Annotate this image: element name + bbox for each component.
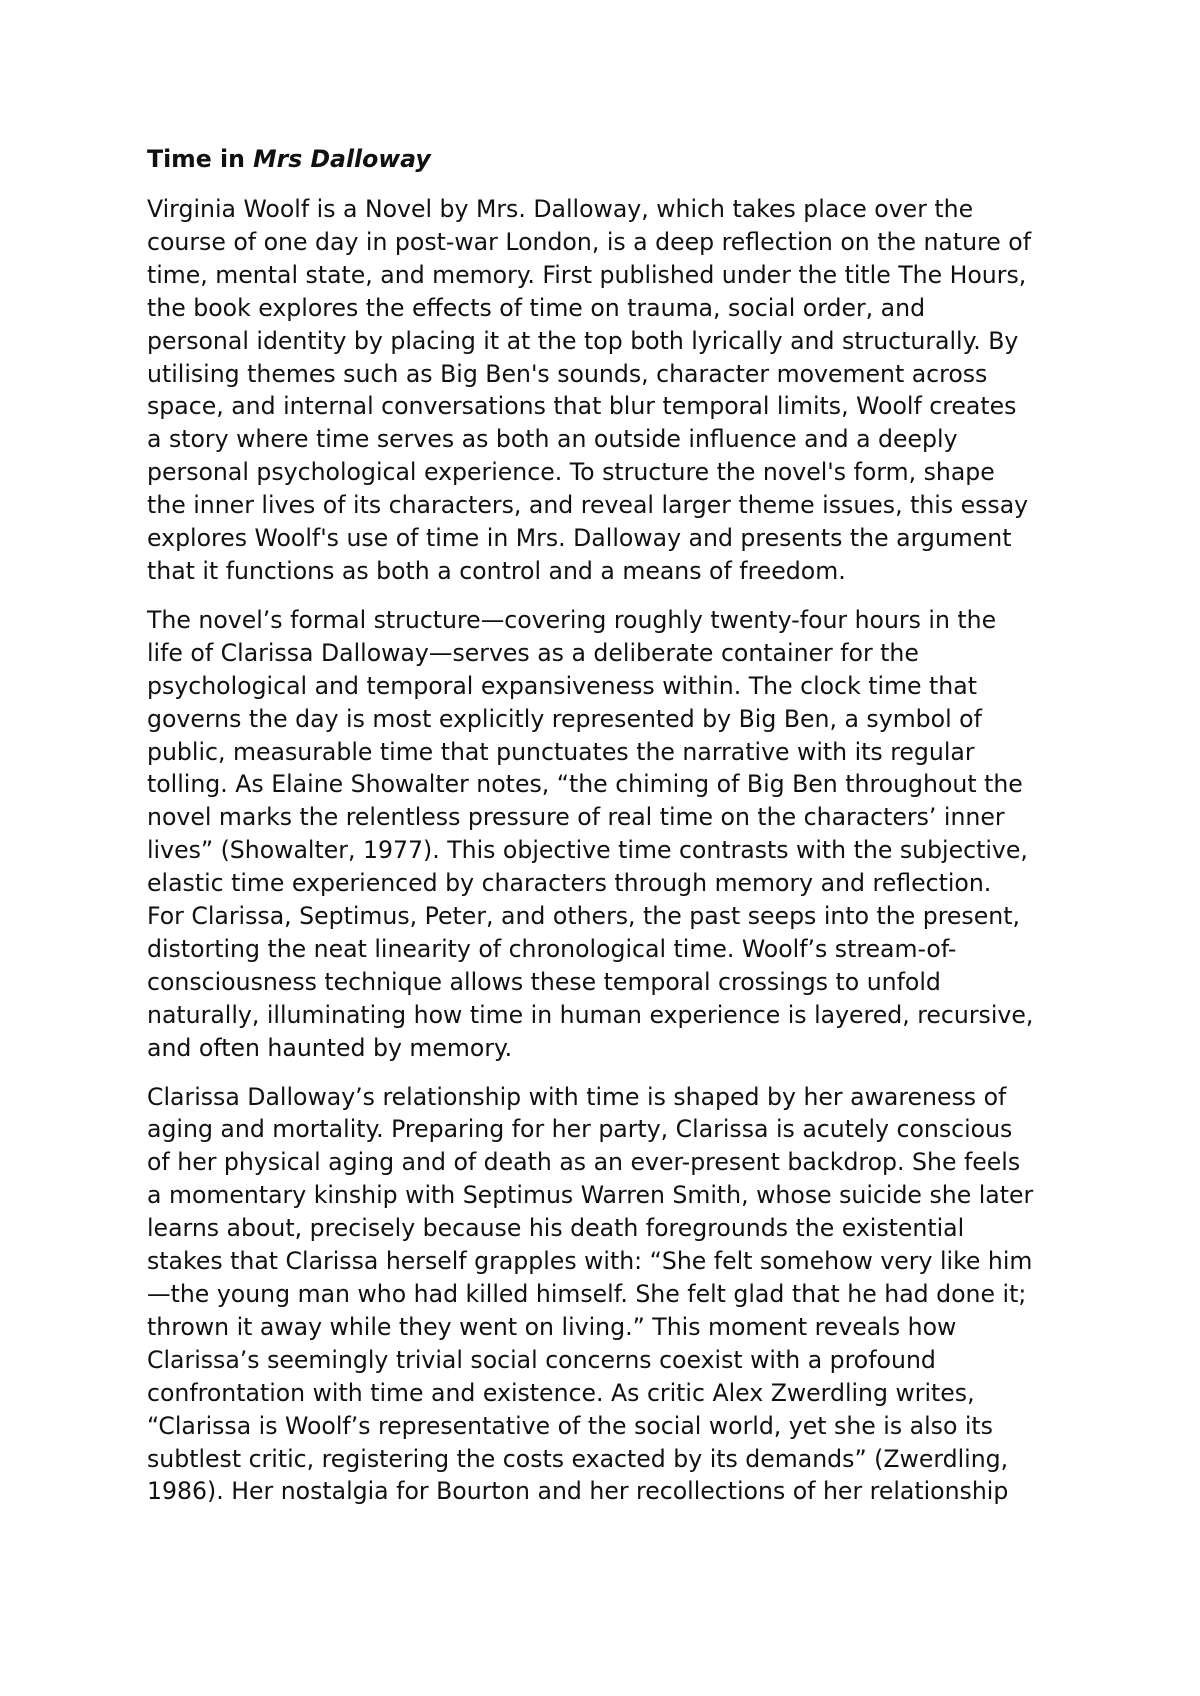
paragraph-1 bbox=[147, 193, 1077, 588]
text-line: the inner lives of its characters, and reveal larger theme issues, this essay bbox=[147, 491, 1029, 520]
text-line: The novel’s formal structure—covering roughly twenty-four hours in the bbox=[147, 605, 997, 634]
text-line: 1986). Her nostalgia for Bourton and her recollections of her relationship bbox=[147, 1477, 1009, 1506]
document-body bbox=[147, 142, 1077, 1524]
text-line: confrontation with time and existence. As critic Alex Zwerdling writes, bbox=[147, 1378, 975, 1407]
text-line: tolling. As Elaine Showalter notes, “the chiming of Big Ben throughout the bbox=[147, 770, 1023, 799]
text-line: learns about, precisely because his death foregrounds the existential bbox=[147, 1214, 965, 1243]
title-italic-book-name: Mrs Dalloway bbox=[253, 145, 431, 173]
text-line: time, mental state, and memory. First published under the title The Hours, bbox=[147, 260, 1027, 289]
text-line: distorting the neat linearity of chronological time. Woolf’s stream-of- bbox=[147, 934, 957, 963]
text-line: a story where time serves as both an outside influence and a deeply bbox=[147, 425, 958, 454]
paragraph-2 bbox=[147, 604, 1077, 1065]
text-line: consciousness technique allows these temporal crossings to unfold bbox=[147, 967, 941, 996]
paragraph-3 bbox=[147, 1081, 1077, 1509]
text-line: and often haunted by memory. bbox=[147, 1033, 513, 1062]
text-line: For Clarissa, Septimus, Peter, and others, the past seeps into the present, bbox=[147, 902, 1020, 931]
text-line: naturally, illuminating how time in human experience is layered, recursive, bbox=[147, 1000, 1034, 1029]
text-line: personal identity by placing it at the top both lyrically and structurally. By bbox=[147, 326, 1019, 355]
text-line: psychological and temporal expansiveness within. The clock time that bbox=[147, 671, 977, 700]
text-line: of her physical aging and of death as an ever-present backdrop. She feels bbox=[147, 1148, 1021, 1177]
essay-title bbox=[147, 142, 1077, 176]
text-line: lives” (Showalter, 1977). This objective time contrasts with the subjective, bbox=[147, 836, 1028, 865]
text-line: subtlest critic, registering the costs exacted by its demands” (Zwerdling, bbox=[147, 1444, 1009, 1473]
text-line: thrown it away while they went on living.” This moment reveals how bbox=[147, 1312, 957, 1341]
text-line: utilising themes such as Big Ben's sounds, character movement across bbox=[147, 359, 988, 388]
title-prefix: Time in bbox=[147, 145, 254, 173]
text-line: life of Clarissa Dalloway—serves as a deliberate container for the bbox=[147, 638, 919, 667]
paragraphs-container bbox=[147, 193, 1077, 1508]
text-line: space, and internal conversations that blur temporal limits, Woolf creates bbox=[147, 392, 1017, 421]
text-line: the book explores the effects of time on trauma, social order, and bbox=[147, 293, 926, 322]
text-line: elastic time experienced by characters through memory and reflection. bbox=[147, 869, 992, 898]
text-line: Clarissa Dalloway’s relationship with time is shaped by her awareness of bbox=[147, 1082, 1007, 1111]
text-line: Clarissa’s seemingly trivial social concerns coexist with a profound bbox=[147, 1345, 936, 1374]
text-line: —the young man who had killed himself. She felt glad that he had done it; bbox=[147, 1280, 1027, 1308]
text-line: explores Woolf's use of time in Mrs. Dalloway and presents the argument bbox=[147, 524, 1012, 553]
text-line: personal psychological experience. To structure the novel's form, shape bbox=[147, 458, 995, 487]
text-line: Virginia Woolf is a Novel by Mrs. Dalloway, which takes place over the bbox=[147, 195, 974, 223]
text-line: that it functions as both a control and a means of freedom. bbox=[147, 556, 846, 585]
text-line: a momentary kinship with Septimus Warren Smith, whose suicide she later bbox=[147, 1181, 1034, 1210]
text-line: stakes that Clarissa herself grapples with: “She felt somehow very like him bbox=[147, 1247, 1033, 1276]
text-line: “Clarissa is Woolf’s representative of the social world, yet she is also its bbox=[147, 1411, 993, 1440]
text-line: course of one day in post-war London, is a deep reflection on the nature of bbox=[147, 227, 1032, 256]
text-line: governs the day is most explicitly represented by Big Ben, a symbol of bbox=[147, 704, 982, 733]
text-line: public, measurable time that punctuates the narrative with its regular bbox=[147, 737, 975, 766]
text-line: novel marks the relentless pressure of real time on the characters’ inner bbox=[147, 803, 1005, 832]
text-line: aging and mortality. Preparing for her party, Clarissa is acutely conscious bbox=[147, 1115, 1013, 1144]
